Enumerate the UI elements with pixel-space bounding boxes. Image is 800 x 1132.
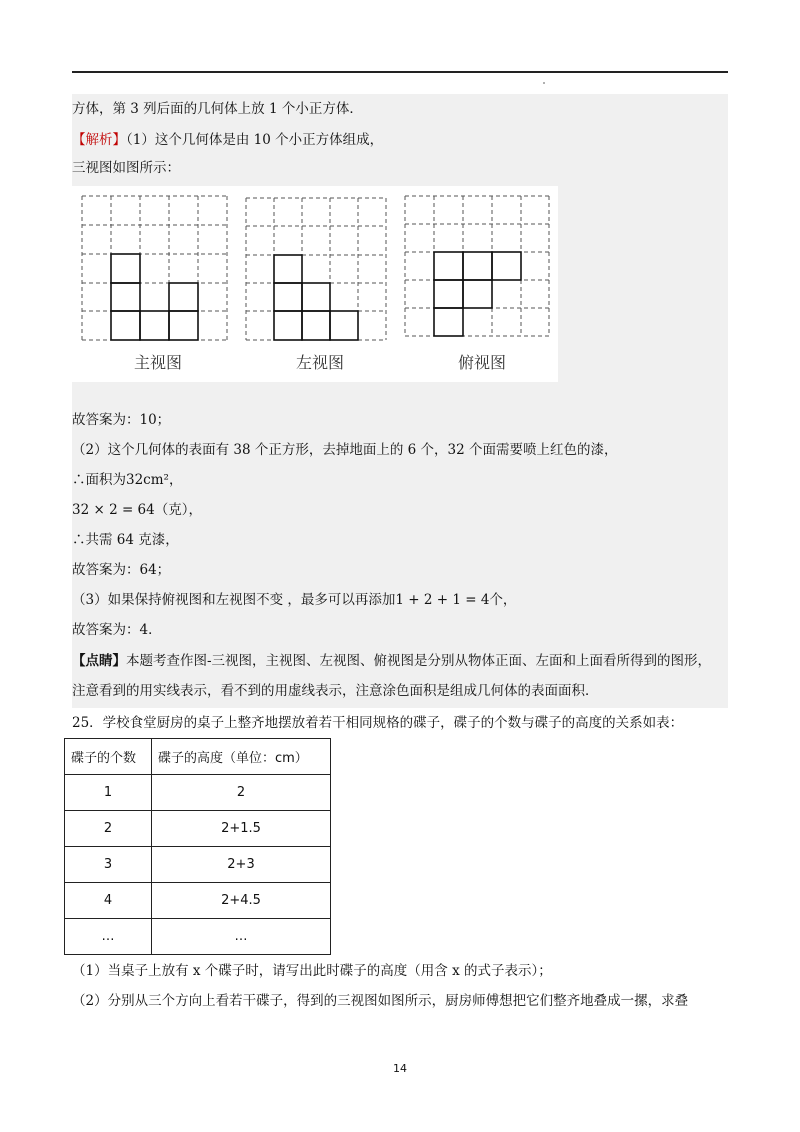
table-cell: 2+4.5 (152, 883, 331, 919)
plate-height-table (64, 738, 331, 955)
header-rule (72, 71, 728, 73)
add-cubes-suffix: 个， (489, 592, 517, 608)
left-view-shape (274, 255, 358, 340)
text-line-10 (72, 591, 516, 609)
table-row (65, 847, 331, 883)
text-line-7 (72, 501, 202, 519)
add-cubes-prefix: （3）如果保持俯视图和左视图不变 ，最多可以再添加 (72, 592, 396, 608)
paint-unit: （克）， (154, 502, 202, 518)
table-header-cell: 碟子的高度（单位：cm） (152, 739, 331, 775)
text-line-6 (72, 471, 182, 489)
text-line-9: 故答案为：64； (72, 562, 171, 578)
front-view-shape (111, 254, 198, 340)
table-row (65, 883, 331, 919)
table-cell: … (152, 919, 331, 955)
paint-formula: 32 × 2 = 64 (72, 502, 155, 518)
text-line-12 (72, 652, 711, 670)
top-view-shape (434, 252, 521, 336)
table-row (65, 775, 331, 811)
table-cell: … (65, 919, 152, 955)
sub-question-2: （2）分别从三个方向上看若干碟子，得到的三视图如图所示，厨房师傅想把它们整齐地叠成一摞，求叠 (72, 993, 689, 1009)
table-cell: 1 (65, 775, 152, 811)
sub-question-1: （1）当桌子上放有 x 个碟子时，请写出此时碟子的高度（用含 x 的式子表示）； (72, 963, 552, 979)
analysis-text: （1）这个几何体是由 10 个小正方体组成， (126, 132, 384, 148)
tip-text: 本题考查作图-三视图，主视图、左视图、俯视图是分别从物体正面、左面和上面看所得到的图形， (126, 653, 712, 669)
table-cell: 4 (65, 883, 152, 919)
table-cell: 2+3 (152, 847, 331, 883)
area-formula: 32cm² (126, 472, 169, 488)
table-row (65, 811, 331, 847)
text-line-11: 故答案为：4． (72, 622, 162, 638)
table-row (65, 919, 331, 955)
question-25: 25．学校食堂厨房的桌子上整齐地摆放着若干相同规格的碟子，碟子的个数与碟子的高度的关系如表： (72, 715, 684, 731)
table-cell: 2 (65, 811, 152, 847)
area-suffix: ， (168, 472, 183, 488)
table-header-cell: 碟子的个数 (65, 739, 152, 775)
header-dot (543, 82, 545, 84)
tip-tag: 【点睛】 (72, 653, 126, 669)
text-line-8: ∴共需 64 克漆， (72, 532, 179, 548)
text-line-2 (72, 131, 383, 149)
caption-left-view: 左视图 (296, 353, 345, 372)
top-view-grid (405, 196, 549, 336)
caption-top-view: 俯视图 (458, 353, 507, 372)
three-views-figure (72, 186, 558, 382)
left-view-grid (246, 198, 386, 340)
caption-front-view: 主视图 (134, 353, 183, 372)
table-cell: 2 (152, 775, 331, 811)
text-line-3: 三视图如图所示： (72, 160, 180, 176)
text-line-4: 故答案为：10； (72, 412, 171, 428)
area-prefix: ∴面积为 (72, 472, 126, 488)
table-cell: 2+1.5 (152, 811, 331, 847)
table-header-row (65, 739, 331, 775)
table-cell: 3 (65, 847, 152, 883)
front-view-grid (82, 196, 227, 340)
add-cubes-formula: 1 + 2 + 1 = 4 (395, 592, 490, 608)
page-number: 14 (393, 1062, 407, 1075)
text-line-1: 方体，第 3 列后面的几何体上放 1 个小正方体． (72, 101, 363, 117)
text-line-13: 注意看到的用实线表示，看不到的用虚线表示，注意涂色面积是组成几何体的表面面积． (72, 683, 599, 699)
analysis-tag: 【解析】 (72, 132, 126, 148)
text-line-5: （2）这个几何体的表面有 38 个正方形，去掉地面上的 6 个，32 个面需要喷上红色的漆， (72, 442, 618, 458)
